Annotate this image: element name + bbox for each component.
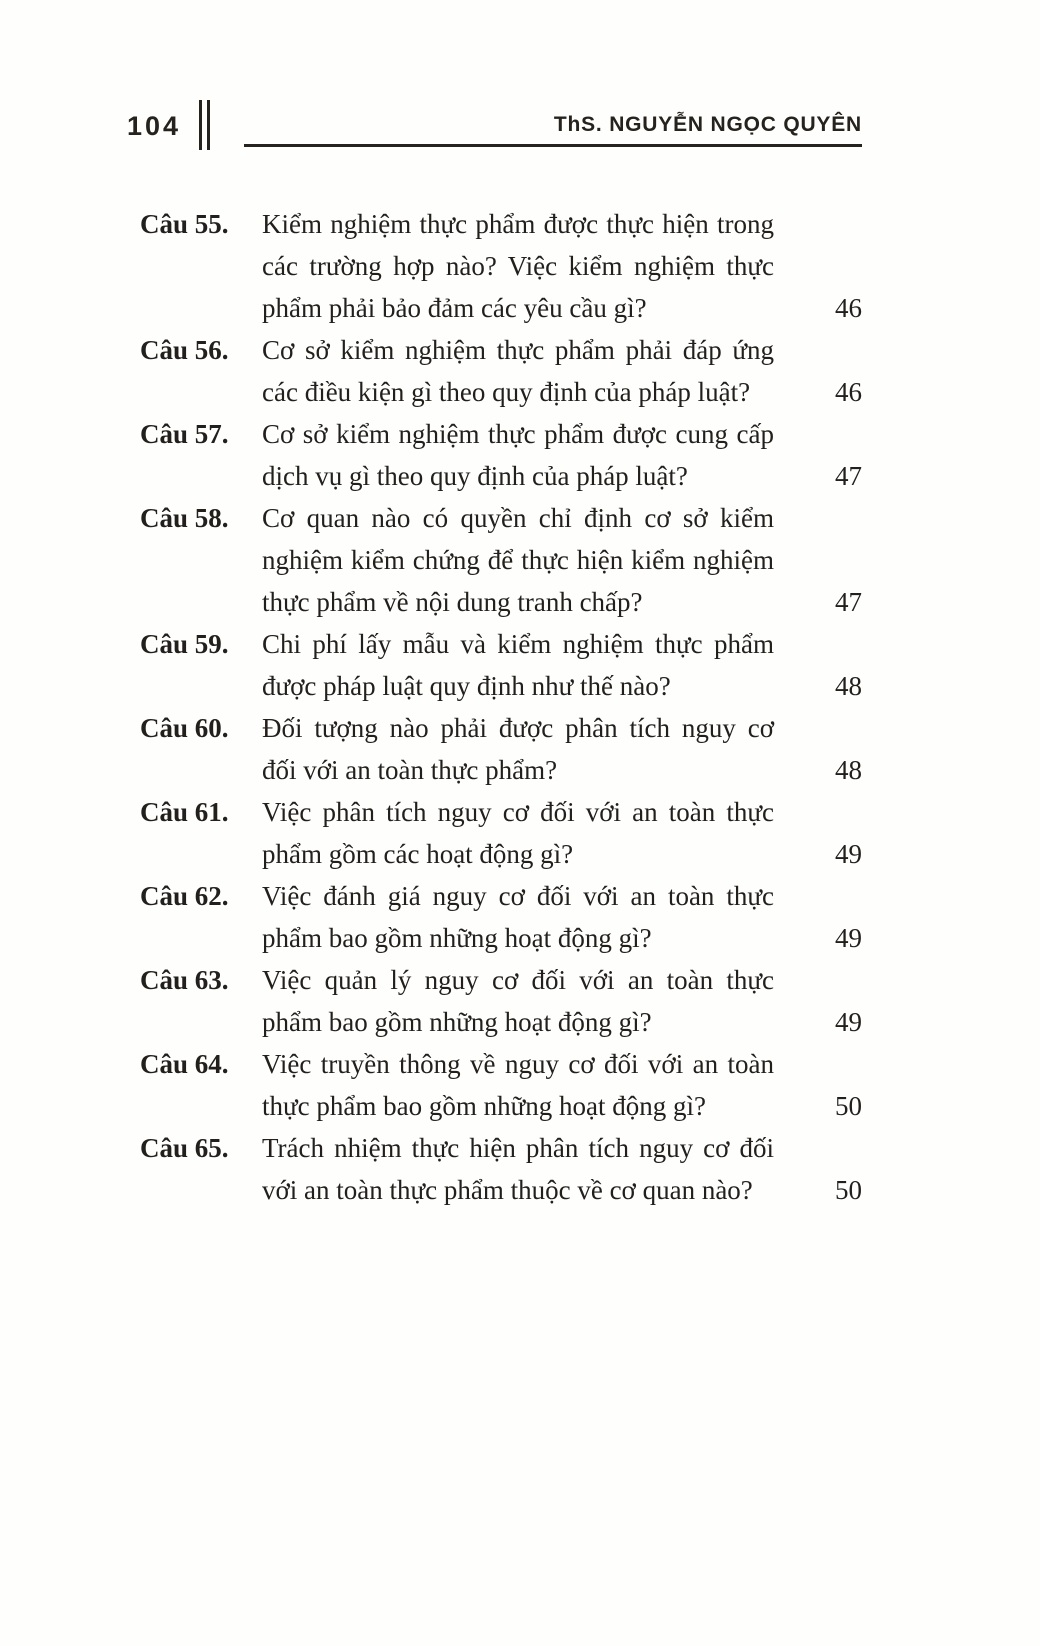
toc-entry (140, 959, 862, 1043)
toc-entry-label: Câu 63. (140, 965, 229, 995)
toc-entry-label: Câu 65. (140, 1133, 229, 1163)
toc-entry-page: 48 (835, 671, 862, 701)
toc-entry (140, 623, 862, 707)
double-bars-icon (199, 100, 210, 150)
toc-entry (140, 1127, 862, 1211)
toc-entry-text: Việc quản lý nguy cơ đối với an toàn thực phẩm bao gồm những hoạt động gì? (262, 965, 774, 1037)
toc-entry-label: Câu 62. (140, 881, 229, 911)
toc-entry-label: Câu 57. (140, 419, 229, 449)
page-number: 104 (127, 111, 182, 141)
toc-entry (140, 791, 862, 875)
toc-entry-text: Cơ sở kiểm nghiệm thực phẩm phải đáp ứng các điều kiện gì theo quy định của pháp luật? (262, 335, 774, 407)
toc-entry-page: 48 (835, 755, 862, 785)
table-of-contents (140, 203, 862, 1211)
toc-entry-page: 49 (835, 923, 862, 953)
toc-entry-text: Cơ quan nào có quyền chỉ định cơ sở kiểm nghiệm kiểm chứng để thực hiện kiểm nghiệm thực phẩm về nội dung tranh chấp? (262, 503, 774, 617)
author-name: ThS. NGUYỄN NGỌC QUYÊN (553, 113, 862, 136)
toc-entry (140, 203, 862, 329)
toc-entry-page: 49 (835, 1007, 862, 1037)
toc-entry-text: Trách nhiệm thực hiện phân tích nguy cơ đối với an toàn thực phẩm thuộc về cơ quan nào? (262, 1133, 774, 1205)
toc-entry (140, 497, 862, 623)
toc-entry-text: Kiểm nghiệm thực phẩm được thực hiện trong các trường hợp nào? Việc kiểm nghiệm thực phẩm phải bảo đảm các yêu cầu gì? (262, 209, 774, 323)
header-rule (244, 113, 862, 147)
toc-entry-text: Đối tượng nào phải được phân tích nguy cơ đối với an toàn thực phẩm? (262, 713, 774, 785)
toc-entry-label: Câu 55. (140, 209, 229, 239)
toc-entry-text: Cơ sở kiểm nghiệm thực phẩm được cung cấp dịch vụ gì theo quy định của pháp luật? (262, 419, 774, 491)
toc-entry-page: 50 (835, 1175, 862, 1205)
toc-entry-label: Câu 58. (140, 503, 229, 533)
toc-entry-page: 46 (835, 293, 862, 323)
running-header (127, 100, 862, 147)
toc-entry (140, 413, 862, 497)
toc-entry-page: 49 (835, 839, 862, 869)
toc-entry-label: Câu 56. (140, 335, 229, 365)
toc-entry (140, 875, 862, 959)
toc-entry-text: Việc đánh giá nguy cơ đối với an toàn thực phẩm bao gồm những hoạt động gì? (262, 881, 774, 953)
toc-entry-text: Chi phí lấy mẫu và kiểm nghiệm thực phẩm được pháp luật quy định như thế nào? (262, 629, 774, 701)
toc-entry-page: 46 (835, 377, 862, 407)
toc-entry (140, 329, 862, 413)
toc-entry-label: Câu 60. (140, 713, 229, 743)
toc-entry-text: Việc phân tích nguy cơ đối với an toàn thực phẩm gồm các hoạt động gì? (262, 797, 774, 869)
toc-entry-page: 47 (835, 587, 862, 617)
toc-entry-label: Câu 59. (140, 629, 229, 659)
toc-entry (140, 707, 862, 791)
toc-entry (140, 1043, 862, 1127)
toc-entry-label: Câu 64. (140, 1049, 229, 1079)
toc-entry-label: Câu 61. (140, 797, 229, 827)
toc-entry-text: Việc truyền thông về nguy cơ đối với an toàn thực phẩm bao gồm những hoạt động gì? (262, 1049, 774, 1121)
toc-entry-page: 47 (835, 461, 862, 491)
toc-entry-page: 50 (835, 1091, 862, 1121)
